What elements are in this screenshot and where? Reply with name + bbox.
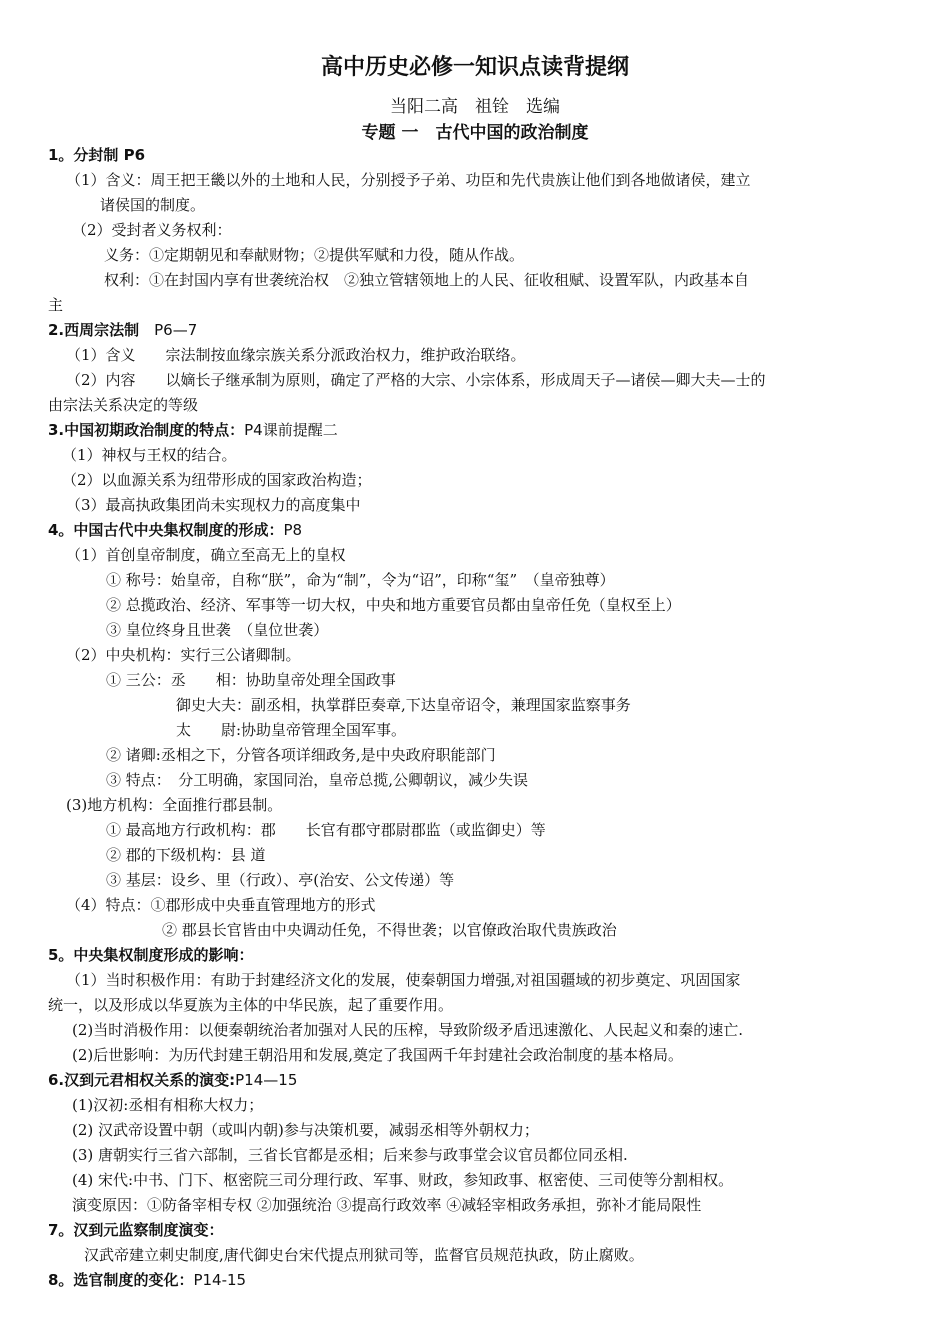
text-line: 义务：①定期朝见和奉献财物；②提供军赋和力役，随从作战。 [104,246,525,264]
page-subtitle: 当阳二高 祖铨 选编 [390,97,560,117]
section-heading: 6.汉到元君相权关系的演变:P14—15 [48,1071,298,1089]
text-line: 统一，以及形成以华夏族为主体的中华民族，起了重要作用。 [48,996,454,1014]
section-heading: 8。选官制度的变化：P14-15 [48,1271,247,1289]
text-line: 由宗法关系决定的等级 [48,396,199,414]
text-line: （2）中央机构：实行三公诸卿制。 [66,646,301,664]
text-line: （2）以血源关系为纽带形成的国家政治构造； [62,471,372,489]
text-line: （4）特点：①郡形成中央垂直管理地方的形式 [66,896,376,914]
section-heading: 2.西周宗法制 P6—7 [48,321,198,339]
text-line: (3) 唐朝实行三省六部制，三省长官都是丞相；后来参与政事堂会议官员都位同丞相. [72,1146,628,1164]
text-line: (2)当时消极作用：以便秦朝统治者加强对人民的压榨，导致阶级矛盾迅速激化、人民起义和秦的速亡. [72,1021,744,1039]
page-title: 高中历史必修一知识点读背提纲 [320,55,629,80]
text-line: 御史大夫：副丞相，执掌群臣奏章,下达皇帝诏令，兼理国家监察事务 [176,696,631,714]
section-heading: 7。汉到元监察制度演变： [48,1221,224,1239]
topic-heading: 专题 一 古代中国的政治制度 [361,123,589,143]
text-line: 太 尉:协助皇帝管理全国军事。 [176,721,407,739]
text-line: (2)后世影响：为历代封建王朝沿用和发展,奠定了我国两千年封建社会政治制度的基本格局。 [72,1046,684,1064]
text-line: ① 称号：始皇帝，自称“朕”，命为“制”，令为“诏”，印称“玺” （皇帝独尊） [106,571,615,589]
text-line: （1）当时积极作用：有助于封建经济文化的发展，使秦朝国力增强,对祖国疆域的初步奠定、巩固国家 [66,971,741,989]
text-line: 汉武帝建立刺史制度,唐代御史台宋代提点刑狱司等，监督官员规范执政，防止腐败。 [84,1246,644,1264]
text-line: 主 [48,296,64,314]
section-heading: 1。分封制 P6 [48,146,146,164]
text-line: （1）含义 宗法制按血缘宗族关系分派政治权力，维护政治联络。 [66,346,526,364]
text-line: (1)汉初:丞相有相称大权力； [72,1096,264,1114]
text-line: ② 诸卿:丞相之下，分管各项详细政务,是中央政府职能部门 [106,746,496,764]
text-line: （2）受封者义务权利： [72,221,232,239]
text-line: （1）神权与王权的结合。 [62,446,237,464]
text-line: ② 总揽政治、经济、军事等一切大权，中央和地方重要官员都由皇帝任免（皇权至上） [106,596,681,614]
text-line: ② 郡县长官皆由中央调动任免，不得世袭；以官僚政治取代贵族政治 [162,921,617,939]
text-line: （1）含义：周王把王畿以外的土地和人民，分别授予子弟、功臣和先代贵族让他们到各地做诸侯，建立 [66,171,751,189]
text-line: （2）内容 以嫡长子继承制为原则，确定了严格的大宗、小宗体系，形成周天子—诸侯—卿大夫—士的 [66,371,766,389]
text-line: ① 最高地方行政机构：郡 长官有郡守郡尉郡监（或监御史）等 [106,821,546,839]
text-line: ③ 基层：设乡、里（行政）、亭(治安、公文传递）等 [106,871,455,889]
text-line: 权利：①在封国内享有世袭统治权 ②独立管辖领地上的人民、征收租赋、设置军队，内政基本自 [104,271,750,289]
text-line: ② 郡的下级机构：县 道 [106,846,266,864]
text-line: ① 三公：丞 相：协助皇帝处理全国政事 [106,671,396,689]
text-line: （3）最高执政集团尚未实现权力的高度集中 [66,496,361,514]
text-line: (4) 宋代:中书、门下、枢密院三司分理行政、军事、财政，参知政事、枢密使、三司使等分割相权。 [72,1171,734,1189]
text-line: (3)地方机构：全面推行郡县制。 [66,796,283,814]
text-line: 演变原因：①防备宰相专权 ②加强统治 ③提高行政效率 ④减轻宰相政务承担，弥补才能局限性 [72,1196,702,1214]
section-heading: 4。中国古代中央集权制度的形成：P8 [48,521,303,539]
text-line: (2) 汉武帝设置中朝（或叫内朝)参与决策机要，减弱丞相等外朝权力； [72,1121,539,1139]
text-line: ③ 皇位终身且世袭 （皇位世袭） [106,621,329,639]
text-line: 诸侯国的制度。 [100,196,206,214]
text-line: ③ 特点： 分工明确，家国同治，皇帝总揽,公卿朝议，减少失误 [106,771,529,789]
section-heading: 3.中国初期政治制度的特点：P4课前提醒二 [48,421,338,439]
text-line: （1）首创皇帝制度，确立至高无上的皇权 [66,546,346,564]
section-heading: 5。中央集权制度形成的影响： [48,946,254,964]
